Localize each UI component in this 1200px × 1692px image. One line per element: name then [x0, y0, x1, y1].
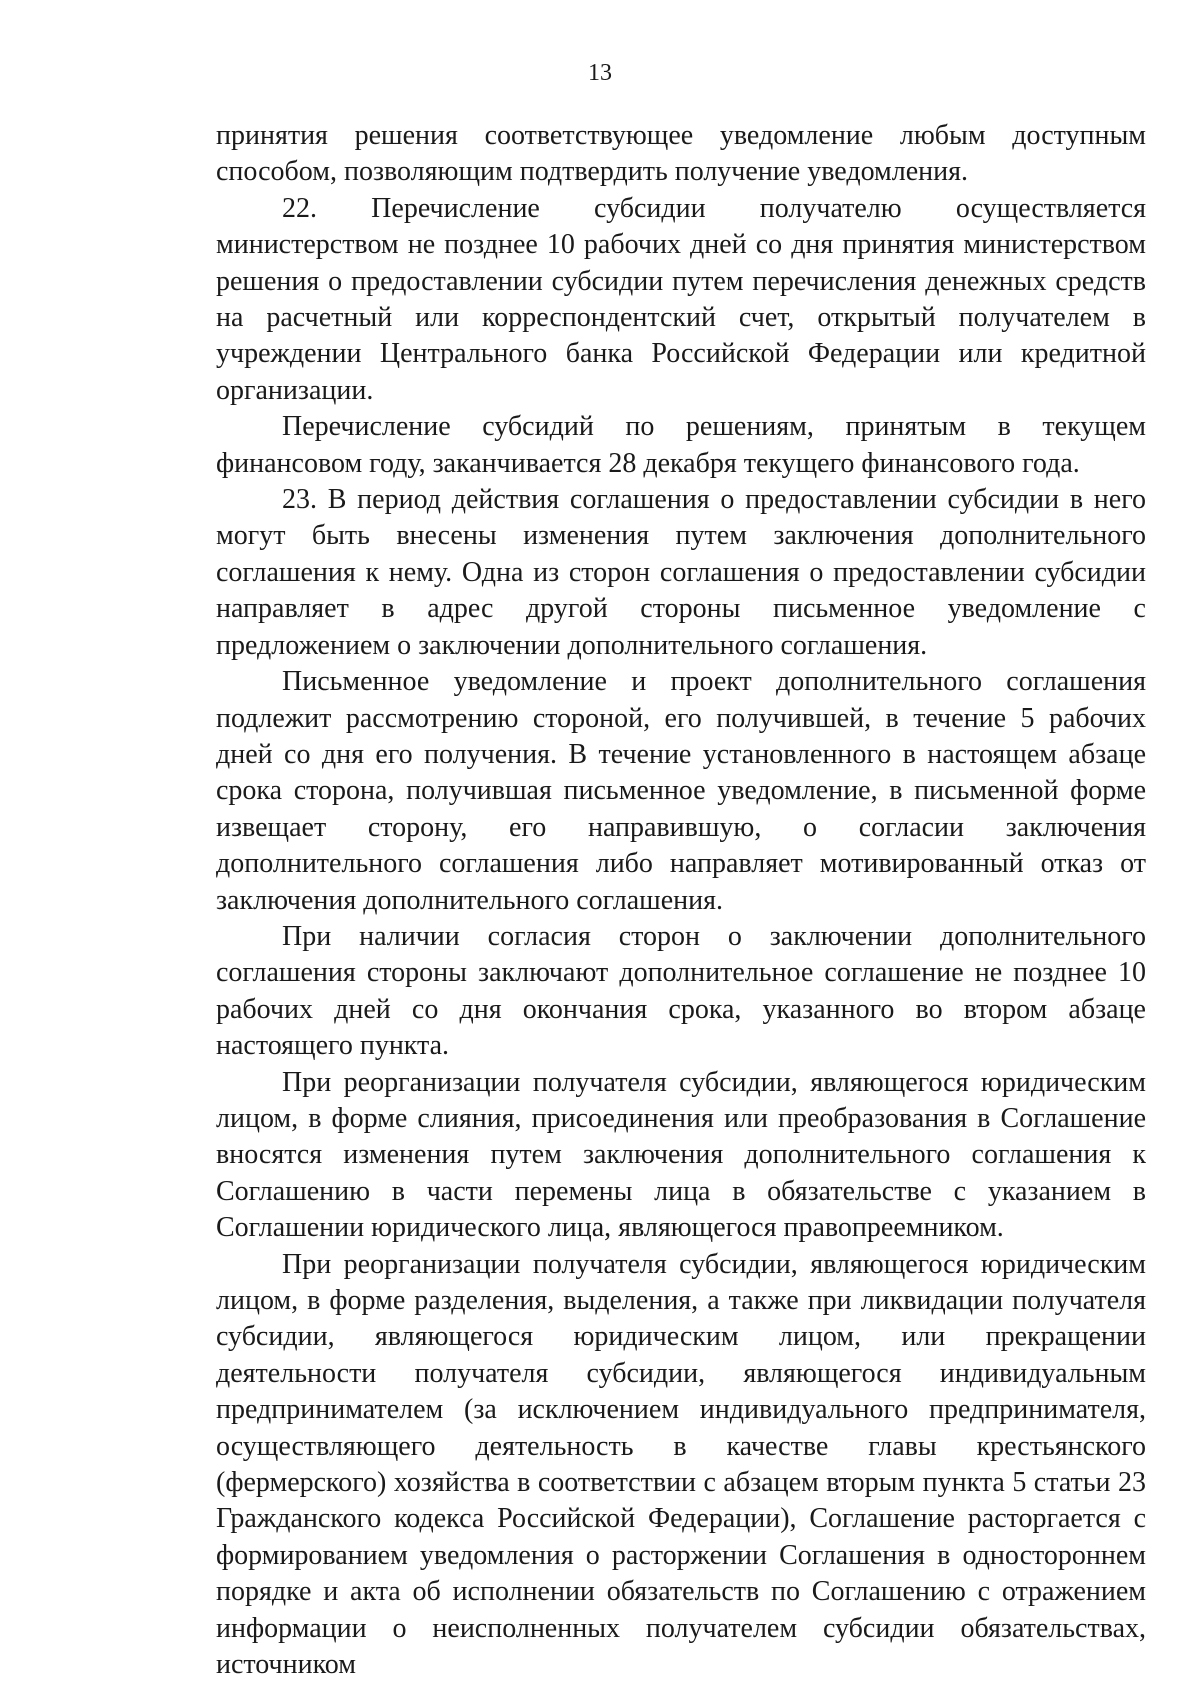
paragraph-item-22: 22. Перечисление субсидии получателю осуществляется министерством не позднее 10 рабочих дней со дня принятия министерством решения о предоставлении субсидии путем перечисления денежных средств на расчетный или корреспондентский счет, открытый получателем в учреждении Центрального банка Российской Федерации или кредитной организации. — [216, 192, 1146, 406]
paragraph-reorganization-division: При реорганизации получателя субсидии, являющегося юридическим лицом, в форме разделения, выделения, а также при ликвидации получателя субсидии, являющегося юридическим лицом, или прекращении деятельности получателя субсидии, являющегося индивидуальным предпринимателем (за исключением индивидуального предпринимателя, осуществляющего деятельность в качестве главы крестьянского (фермерского) хозяйства в соответствии с абзацем вторым пункта 5 статьи 23 Гражданского кодекса Российской Федерации), Соглашение расторгается с формированием уведомления о расторжении Соглашения в одностороннем порядке и акта об исполнении обязательств по Соглашению с отражением информации о неисполненных получателем субсидии обязательствах, источником — [216, 1248, 1146, 1681]
paragraph-subsidy-transfer-deadline: Перечисление субсидий по решениям, принятым в текущем финансовом году, заканчивается 28 декабря текущего финансового года. — [216, 411, 1146, 479]
paragraph-parties-consent: При наличии согласия сторон о заключении дополнительного соглашения стороны заключают дополнительное соглашение не позднее 10 рабочих дней со дня окончания срока, указанного во втором абзаце настоящего пункта. — [216, 920, 1146, 1062]
paragraph-reorganization-merger: При реорганизации получателя субсидии, являющегося юридическим лицом, в форме слияния, присоединения или преобразования в Соглашение вносятся изменения путем заключения дополнительного соглашения к Соглашению в части перемены лица в обязательстве с указанием в Соглашении юридического лица, являющегося правопреемником. — [216, 1066, 1146, 1244]
paragraph-item-23: 23. В период действия соглашения о предоставлении субсидии в него могут быть внесены изменения путем заключения дополнительного соглашения к нему. Одна из сторон соглашения о предоставлении субсидии направляет в адрес другой стороны письменное уведомление с предложением о заключении дополнительного соглашения. — [216, 484, 1146, 661]
page-number: 13 — [588, 60, 612, 86]
paragraph-written-notice: Письменное уведомление и проект дополнительного соглашения подлежит рассмотрению стороной, его получившей, в течение 5 рабочих дней со дня его получения. В течение установленного в настоящем абзаце срока сторона, получившая письменное уведомление, в письменной форме извещает сторону, его направившую, о согласии заключения дополнительного соглашения либо направляет мотивированный отказ от заключения дополнительного соглашения. — [216, 666, 1146, 916]
paragraph-continuation: принятия решения соответствующее уведомление любым доступным способом, позволяющим подтвердить получение уведомления. — [216, 120, 1146, 188]
document-body — [216, 118, 1146, 1683]
